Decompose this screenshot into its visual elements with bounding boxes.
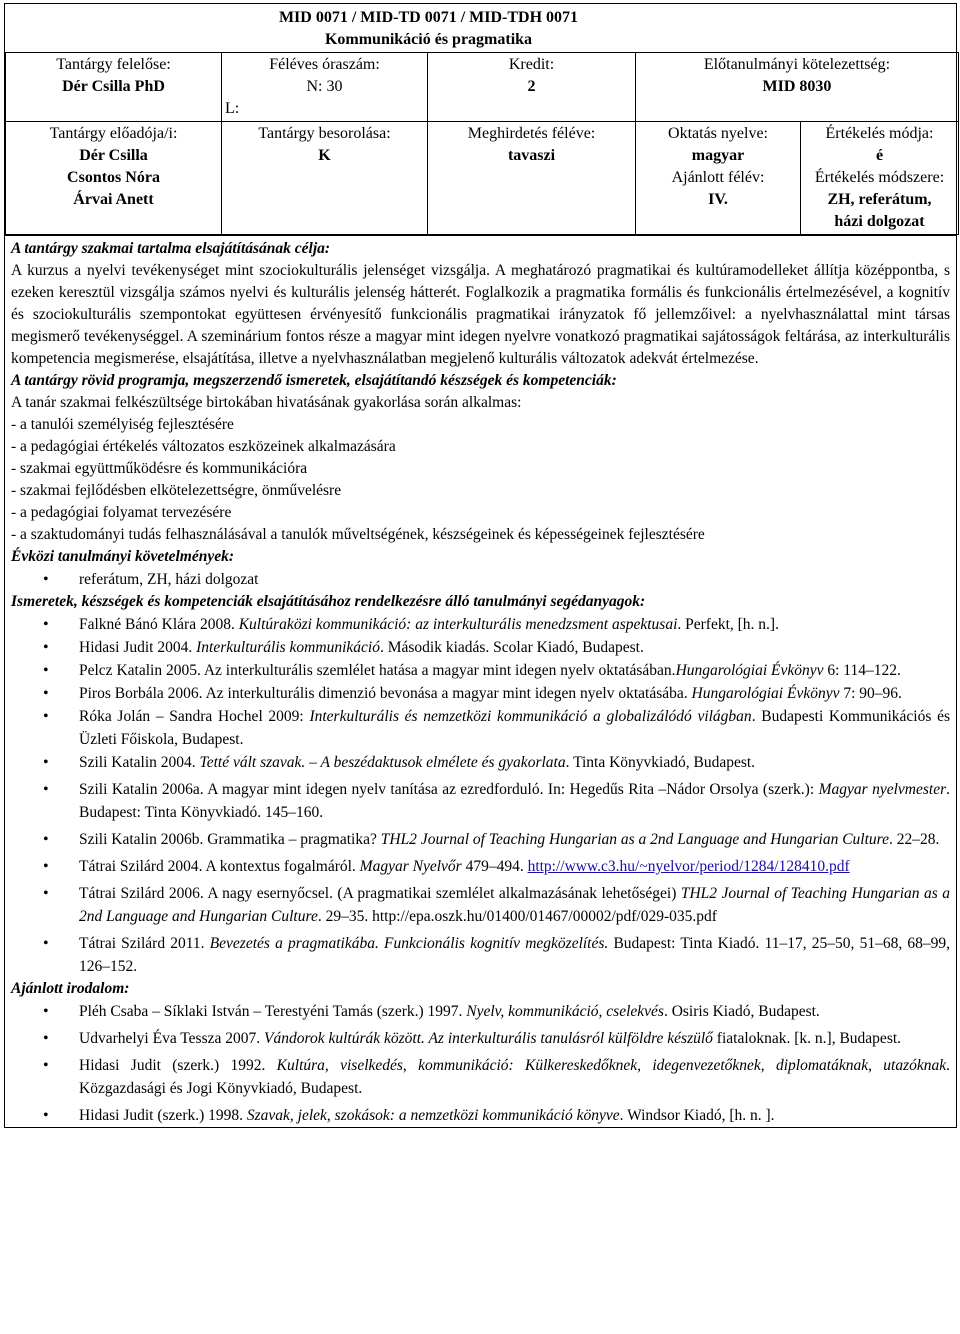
ref-title: Tetté vált szavak. – A beszédaktusok elmélete és gyakorlata bbox=[199, 754, 566, 771]
ref-publisher: 479–494. bbox=[461, 858, 528, 875]
ref-title: THL2 Journal of Teaching Hungarian as a 2nd Language and Hungarian Culture bbox=[79, 885, 950, 925]
course-title-cell bbox=[222, 4, 636, 53]
evaluation-method-label: Értékelés módszere: bbox=[814, 169, 945, 186]
hours-label: Féléves óraszám: bbox=[269, 56, 380, 73]
ref-author: Szili Katalin 2006b. Grammatika – pragmatika? bbox=[79, 831, 381, 848]
ref-title: THL2 Journal of Teaching Hungarian as a 2nd Language and Hungarian Culture bbox=[380, 831, 889, 848]
program-item: - a szaktudományi tudás felhasználásával a tanulók műveltségének, készségeinek és képességeinek fejlesztésére bbox=[11, 526, 705, 543]
ref-link[interactable]: http://www.c3.hu/~nyelvor/period/1284/128410.pdf bbox=[527, 858, 850, 875]
ref-author: Szili Katalin 2006a. A magyar mint idegen nyelv tanítása az ezredforduló. In: Hegedűs Rita –Nádor Orsolya (szerk.): bbox=[79, 781, 819, 798]
hours-cell bbox=[222, 53, 428, 122]
ref-author: Hidasi Judit (szerk.) 1998. bbox=[79, 1107, 247, 1124]
evaluation-method-value-1: ZH, referátum, bbox=[827, 191, 932, 208]
ref-author: Tátrai Szilárd 2004. A kontextus fogalmáról. bbox=[79, 858, 360, 875]
ref-publisher: . Windsor Kiadó, [h. n. ]. bbox=[619, 1107, 775, 1124]
list-item bbox=[11, 1104, 950, 1127]
list-item bbox=[11, 613, 950, 636]
ref-publisher: . 22–28. bbox=[888, 831, 940, 848]
program-item: - a pedagógiai folyamat tervezésére bbox=[11, 504, 232, 521]
materials-list bbox=[11, 613, 950, 978]
ref-publisher: . Tinta Könyvkiadó, Budapest. bbox=[565, 754, 756, 771]
ref-title: Nyelv, kommunikáció, cselekvés bbox=[466, 1003, 664, 1020]
evaluation-cell bbox=[801, 122, 959, 235]
ref-title: Magyar Nyelvőr bbox=[359, 858, 462, 875]
course-header-table bbox=[5, 4, 959, 235]
ref-title: Vándorok kultúrák között. Az interkulturális tanulásról külföldre készülő bbox=[264, 1030, 713, 1047]
list-item bbox=[11, 1000, 950, 1023]
credit-value: 2 bbox=[527, 78, 536, 95]
ref-publisher: . 29–35. http://epa.oszk.hu/01400/01467/00002/pdf/029-035.pdf bbox=[317, 908, 717, 925]
class-cell bbox=[222, 122, 428, 235]
requirements-list bbox=[11, 568, 950, 591]
ref-author: Udvarhelyi Éva Tessza 2007. bbox=[79, 1030, 265, 1047]
ref-author: Pléh Csaba – Síklaki István – Terestyéni Tamás (szerk.) 1997. bbox=[79, 1003, 467, 1020]
list-item: • referátum, ZH, házi dolgozat bbox=[11, 568, 950, 591]
hours-n: N: 30 bbox=[306, 78, 343, 95]
prereq-value: MID 8030 bbox=[762, 78, 832, 95]
ref-title: Szavak, jelek, szokások: a nemzetközi kommunikáció könyve bbox=[246, 1107, 620, 1124]
ref-author: Tátrai Szilárd 2011. bbox=[79, 935, 210, 952]
language-value: magyar bbox=[691, 147, 745, 164]
semester-label: Meghirdetés féléve: bbox=[467, 125, 596, 142]
owner-label: Tantárgy felelőse: bbox=[56, 56, 171, 73]
ref-title: Kultúra, viselkedés, kommunikáció: Külkereskedőknek, idegenvezetőknek, diplomatáknak, utazóknak bbox=[276, 1057, 947, 1074]
lecturer-3: Árvai Anett bbox=[73, 191, 154, 208]
owner-cell bbox=[6, 53, 222, 122]
list-item bbox=[11, 636, 950, 659]
list-item bbox=[11, 1054, 950, 1100]
language-cell bbox=[636, 122, 801, 235]
lecturer-2: Csontos Nóra bbox=[67, 169, 160, 186]
ref-publisher: . Közgazdasági és Jogi Könyvkiadó, Budapest. bbox=[79, 1057, 951, 1097]
lecturer-label: Tantárgy előadója/i: bbox=[49, 125, 178, 142]
list-item bbox=[11, 828, 950, 851]
ref-title: Hungarológiai Évkönyv bbox=[675, 662, 824, 679]
list-item bbox=[11, 778, 950, 824]
aim-text: A kurzus a nyelvi tevékenységet mint szociokulturális jelenséget vizsgálja. A meghatározó pragmatikai és kultúramodelleket állítja középpontba, s ezeken keresztül vizsgálja számos nyelvi és kulturális jelenség hátterét. Foglalkozik a pragmatika formális és funkcionális értelmezésével, a kognitív és szociokulturális szempontokat együttesen érvényesítő funkcionális pragmatikai irányzatok fő jellemzőivel: a nyelvhasználattal mint társas megismerő tevékenységgel. A szeminárium fontos része a magyar mint idegen nyelvre vonatkozó pragmatikai sajátosságok feltárása, az interkulturális kompetencia megismerése, elsajátítása, illetve a nyelvhasználatban megjelenő kulturális változatok adekvát értelmezése. bbox=[11, 262, 950, 367]
ref-author: Hidasi Judit (szerk.) 1992. bbox=[79, 1057, 277, 1074]
program-intro: A tanár szakmai felkészültsége birtokában hivatásának gyakorlása során alkalmas: bbox=[11, 394, 522, 411]
owner-value: Dér Csilla PhD bbox=[62, 78, 165, 95]
ref-title: Interkulturális és nemzetközi kommunikáció a globalizálódó világban bbox=[309, 708, 752, 725]
list-item bbox=[11, 882, 950, 928]
evaluation-method-value-2: házi dolgozat bbox=[834, 213, 925, 230]
ref-publisher: fiataloknak. [k. n.], Budapest. bbox=[712, 1030, 902, 1047]
ref-author: Szili Katalin 2004. bbox=[79, 754, 200, 771]
list-item bbox=[11, 1027, 950, 1050]
ref-author: Pelcz Katalin 2005. Az interkulturális szemlélet hatása a magyar mint idegen nyelv oktatásában. bbox=[79, 662, 676, 679]
lecturer-cell bbox=[6, 122, 222, 235]
materials-title: Ismeretek, készségek és kompetenciák elsajátításához rendelkezésre álló tanulmányi segédanyagok: bbox=[11, 593, 646, 610]
course-subject: Kommunikáció és pragmatika bbox=[324, 31, 533, 48]
semester-cell bbox=[428, 122, 636, 235]
ref-title: Hungarológiai Évkönyv bbox=[691, 685, 840, 702]
ref-author: Piros Borbála 2006. Az interkulturális dimenzió bevonása a magyar mint idegen nyelv oktatásába. bbox=[79, 685, 692, 702]
ref-publisher: . Második kiadás. Scolar Kiadó, Budapest. bbox=[379, 639, 644, 656]
prereq-label: Előtanulmányi kötelezettség: bbox=[703, 56, 891, 73]
hours-l: L: bbox=[225, 100, 240, 117]
credit-cell bbox=[428, 53, 636, 122]
language-label: Oktatás nyelve: bbox=[668, 125, 768, 142]
list-item bbox=[11, 855, 950, 878]
ref-publisher: 7: 90–96. bbox=[839, 685, 902, 702]
ref-title: Bevezetés a pragmatikába. Funkcionális kognitív megközelítés. bbox=[209, 935, 609, 952]
ref-author: Róka Jolán – Sandra Hochel 2009: bbox=[79, 708, 310, 725]
ref-publisher: . Osiris Kiadó, Budapest. bbox=[663, 1003, 820, 1020]
program-item: - a pedagógiai értékelés változatos eszközeinek alkalmazására bbox=[11, 438, 396, 455]
course-body bbox=[5, 235, 956, 1127]
ref-title: Magyar nyelvmester bbox=[818, 781, 947, 798]
semester-value: tavaszi bbox=[507, 147, 556, 164]
ref-author: Hidasi Judit 2004. bbox=[79, 639, 197, 656]
ref-publisher: . Budapest: Tinta Könyvkiadó. 145–160. bbox=[79, 781, 950, 821]
prereq-cell bbox=[636, 53, 959, 122]
list-item bbox=[11, 751, 950, 774]
evaluation-value: é bbox=[875, 147, 884, 164]
course-code: MID 0071 / MID-TD 0071 / MID-TDH 0071 bbox=[278, 9, 579, 26]
program-title: A tantárgy rövid programja, megszerzendő ismeretek, elsajátítandó készségek és kompetenciák: bbox=[11, 372, 617, 389]
ref-author: Falkné Bánó Klára 2008. bbox=[79, 616, 239, 633]
program-item: - szakmai együttműködésre és kommunikációra bbox=[11, 460, 308, 477]
list-item bbox=[11, 932, 950, 978]
evaluation-label: Értékelés módja: bbox=[825, 125, 934, 142]
lecturer-1: Dér Csilla bbox=[79, 147, 148, 164]
literature-list bbox=[11, 1000, 950, 1127]
ref-title: Kultúraközi kommunikáció: az interkulturális menedzsment aspektusai bbox=[238, 616, 678, 633]
class-label: Tantárgy besorolása: bbox=[258, 125, 391, 142]
class-value: K bbox=[318, 147, 331, 164]
aim-title: A tantárgy szakmai tartalma elsajátításának célja: bbox=[11, 240, 331, 257]
list-item bbox=[11, 705, 950, 751]
credit-label: Kredit: bbox=[508, 56, 555, 73]
requirements-title: Évközi tanulmányi követelmények: bbox=[11, 548, 235, 565]
ref-publisher: Budapest: Tinta Kiadó. 11–17, 25–50, 51–68, 68–99, 126–152. bbox=[79, 935, 950, 975]
literature-title: Ajánlott irodalom: bbox=[11, 980, 130, 997]
ref-author: Tátrai Szilárd 2006. A nagy esernyőcsel. (A pragmatikai szemlélet alkalmazásának lehetőségei) bbox=[79, 885, 681, 902]
list-item bbox=[11, 682, 950, 705]
ref-publisher: 6: 114–122. bbox=[823, 662, 901, 679]
program-item: - szakmai fejlődésben elkötelezettségre, önművelésre bbox=[11, 482, 342, 499]
recommended-semester-label: Ajánlott félév: bbox=[671, 169, 765, 186]
ref-title: Interkulturális kommunikáció bbox=[196, 639, 380, 656]
ref-publisher: . Perfekt, [h. n.]. bbox=[677, 616, 779, 633]
list-item bbox=[11, 659, 950, 682]
recommended-semester-value: IV. bbox=[708, 191, 728, 208]
ref-publisher: . Budapesti Kommunikációs és Üzleti Főiskola, Budapest. bbox=[79, 708, 950, 748]
course-sheet bbox=[4, 3, 957, 1128]
program-item: - a tanulói személyiség fejlesztésére bbox=[11, 416, 234, 433]
